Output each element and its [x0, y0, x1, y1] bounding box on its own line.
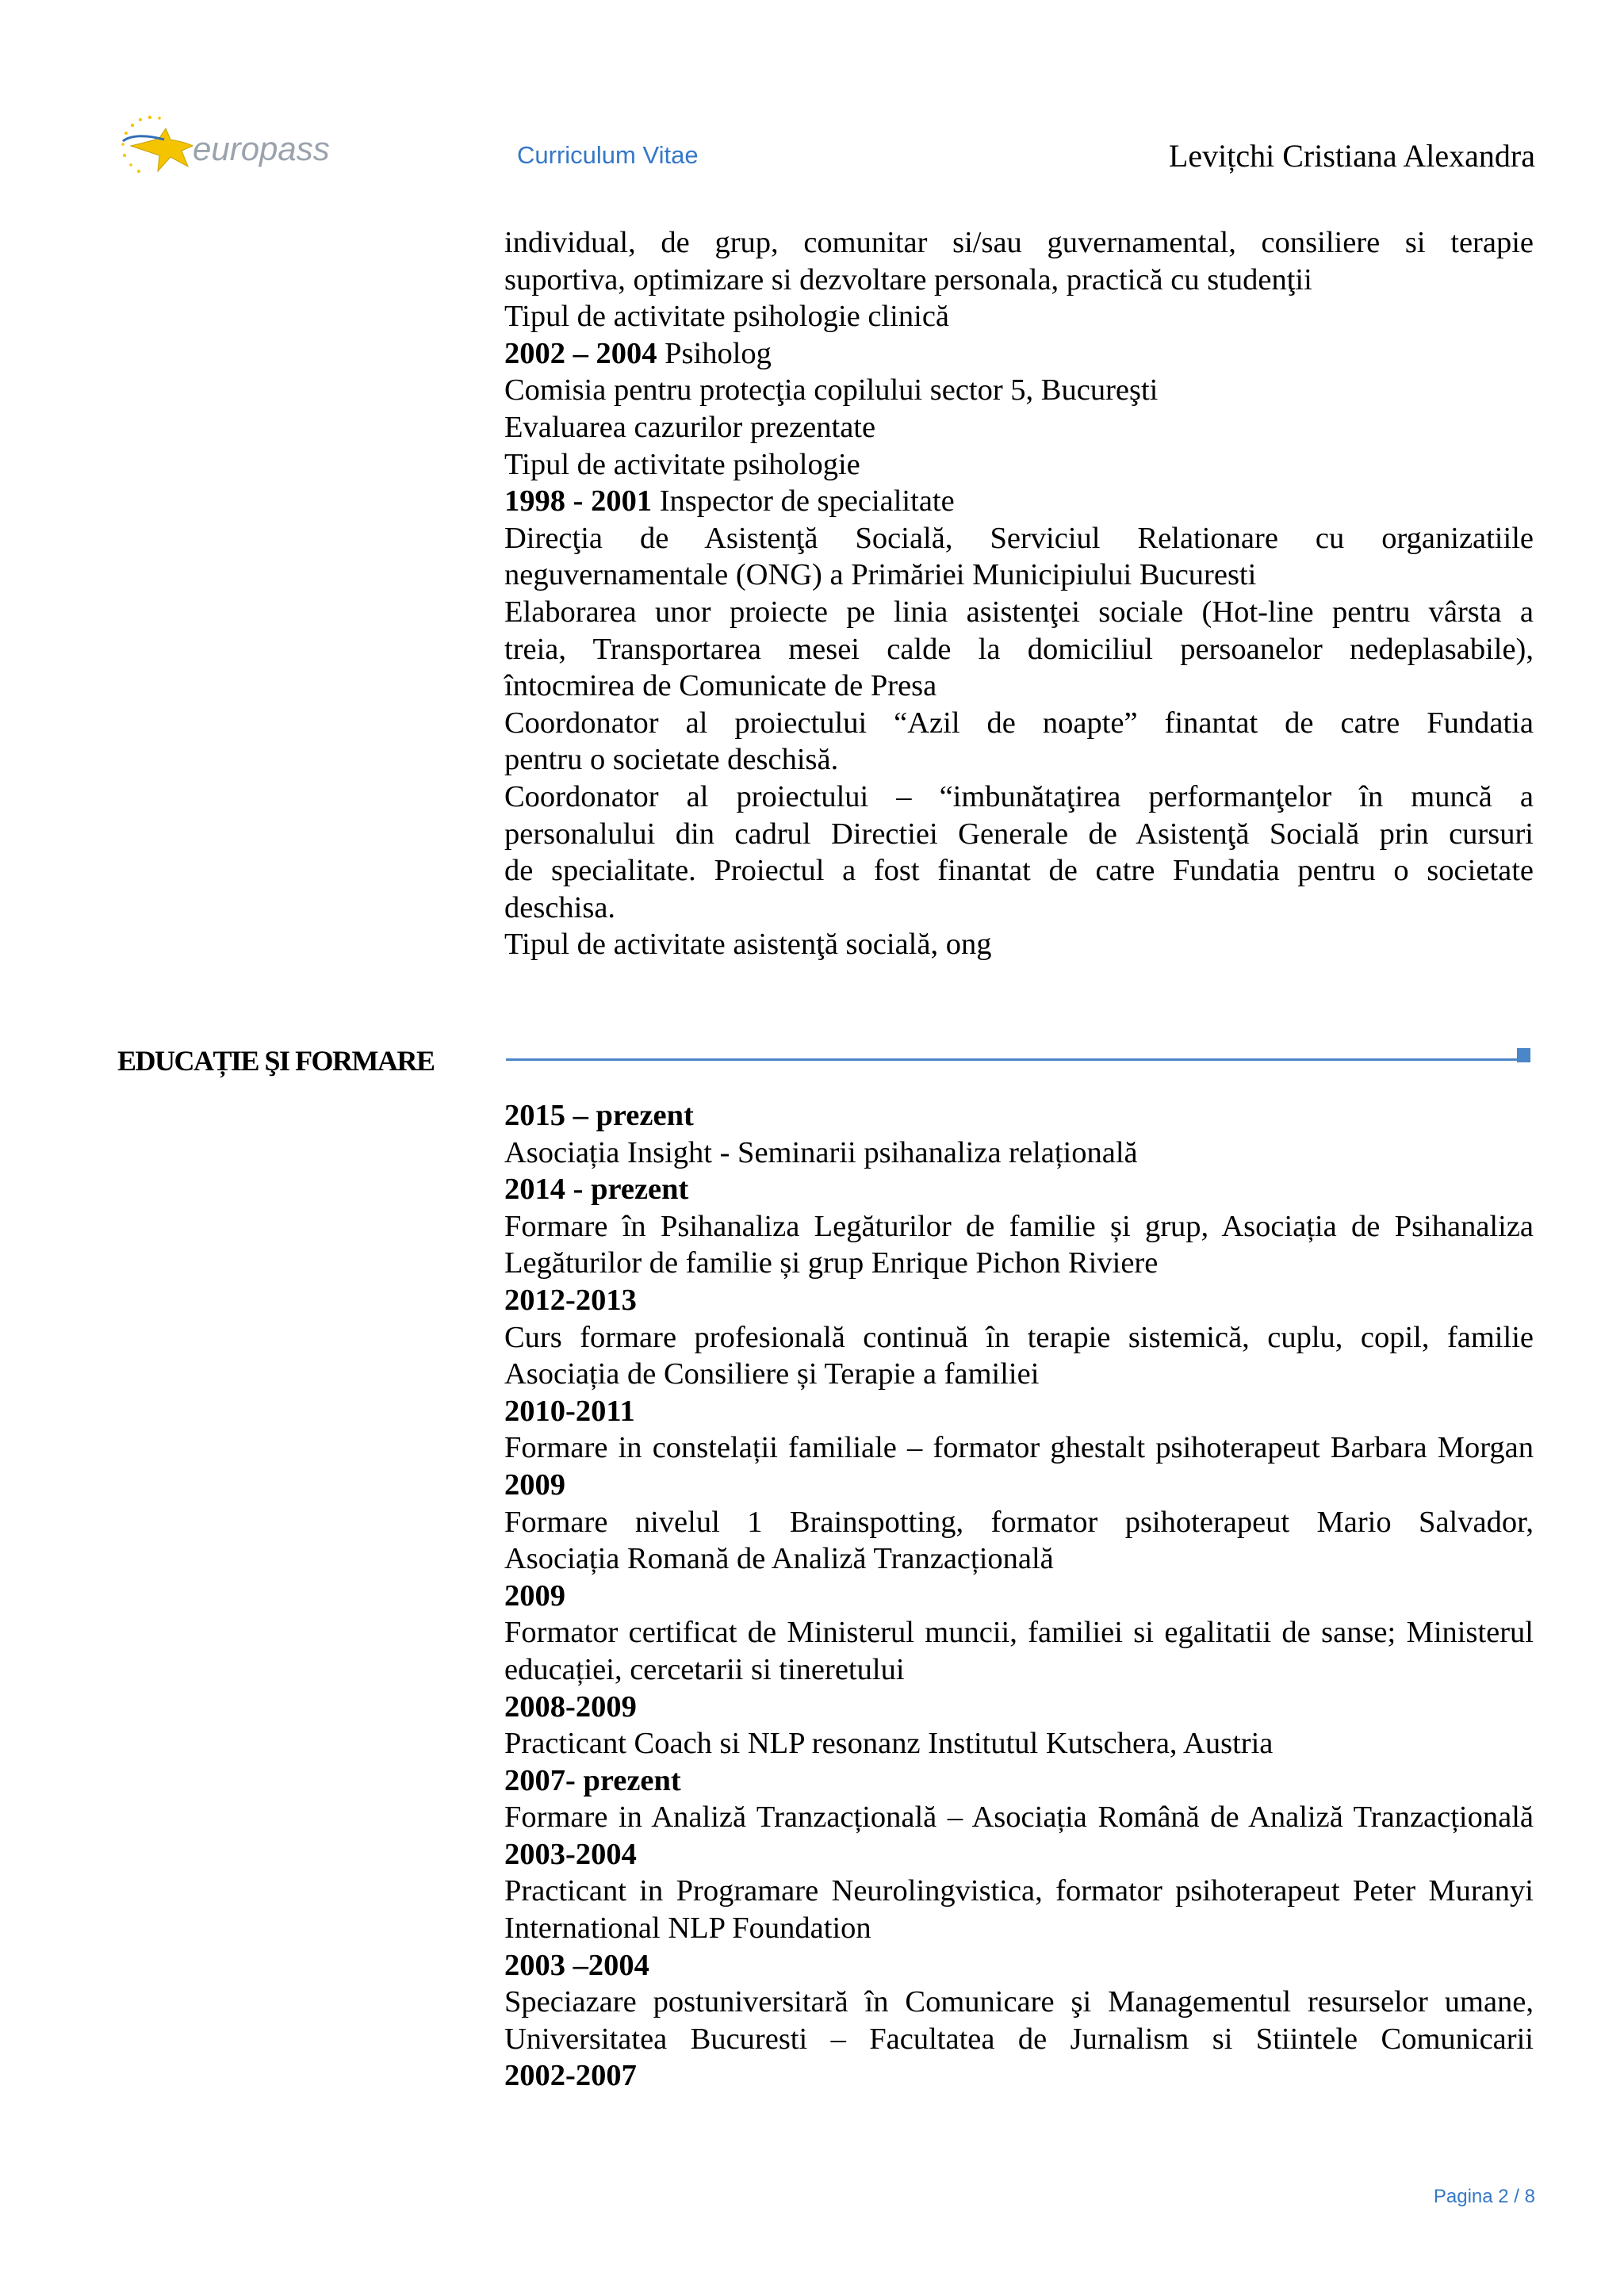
text-line [504, 1725, 1534, 1762]
text-line [504, 926, 1534, 963]
text-line [504, 446, 1534, 484]
text-line [504, 520, 1534, 557]
line-text: Psiholog [657, 336, 772, 370]
text-line [504, 1910, 1534, 1947]
date-range: 2002-2007 [504, 2059, 637, 2093]
line-text: Formare în Psihanaliza Legăturilor de familie și grup, Asociația de Psihanaliza [504, 1209, 1534, 1243]
date-range: 2014 - prezent [504, 1173, 689, 1207]
section-divider-marker [1517, 1048, 1530, 1062]
text-line [504, 779, 1534, 816]
text-line [504, 1799, 1534, 1836]
education-section [504, 1097, 1534, 2095]
line-text: neguvernamentale (ONG) a Primăriei Municipiului Bucuresti [504, 558, 1257, 592]
date-range [504, 1762, 1534, 1800]
text-line [504, 2021, 1534, 2058]
line-text: educației, cercetarii si tineretului [504, 1652, 905, 1686]
date-range [504, 1282, 1534, 1319]
date-range [504, 1467, 1534, 1504]
date-range [504, 1393, 1534, 1430]
page-number: Pagina 2 / 8 [1433, 2186, 1535, 2207]
line-text: suportiva, optimizare si dezvoltare personala, practică cu studenţii [504, 262, 1312, 297]
date-range [504, 1947, 1534, 1984]
line-text: individual, de grup, comunitar si/sau guvernamental, consiliere si terapie [504, 226, 1534, 259]
europass-logo [115, 111, 337, 190]
line-text: Formare in constelații familiale – formator ghestalt psihoterapeut Barbara Morgan [504, 1431, 1534, 1465]
svg-text:europass: europass [193, 130, 330, 167]
date-range: 2009 [504, 1468, 565, 1502]
europass-star-icon [115, 111, 337, 190]
line-text: personalului din cadrul Directiei Generale de Asistenţă Socială prin cursuri [504, 817, 1534, 851]
line-text: Elaborarea unor proiecte pe linia asistenţei sociale (Hot-line pentru vârsta a [504, 595, 1534, 629]
date-range [504, 2057, 1534, 2095]
date-range: 2002 – 2004 [504, 336, 657, 370]
text-line [504, 483, 1534, 520]
line-text: Tipul de activitate psihologie clinică [504, 300, 949, 334]
text-line [504, 741, 1534, 779]
text-line [504, 852, 1534, 890]
line-text: Curs formare profesională continuă în terapie sistemică, cuplu, copil, familie [504, 1320, 1534, 1354]
line-text: Asociația Insight - Seminarii psihanaliza relațională [504, 1135, 1138, 1169]
date-range [504, 1578, 1534, 1615]
line-text: Asociația Romană de Analiză Tranzacțională [504, 1542, 1054, 1576]
line-text: deschisa. [504, 890, 616, 924]
date-range: 2003 –2004 [504, 1948, 649, 1982]
line-text: Formare nivelul 1 Brainspotting, formator psihoterapeut Mario Salvador, [504, 1505, 1534, 1539]
text-line [504, 1356, 1534, 1393]
text-line [504, 1245, 1534, 1282]
line-text: Asociația de Consiliere și Terapie a familiei [504, 1357, 1040, 1391]
text-line [504, 335, 1534, 373]
line-text: Coordonator al proiectului “Azil de noapte” finantat de catre Fundatia [504, 706, 1534, 740]
date-range [504, 1689, 1534, 1726]
text-line [504, 1135, 1534, 1172]
text-line [504, 890, 1534, 927]
text-line [504, 1614, 1534, 1651]
line-text: Evaluarea cazurilor prezentate [504, 410, 876, 444]
text-line [504, 298, 1534, 335]
line-text: treia, Transportarea mesei calde la domiciliul persoanelor nedeplasabile), [504, 632, 1534, 666]
date-range: 2003-2004 [504, 1837, 637, 1871]
page-header [0, 0, 1624, 214]
text-line [504, 631, 1534, 668]
text-line [504, 409, 1534, 446]
date-range: 2009 [504, 1578, 565, 1613]
date-range: 1998 - 2001 [504, 484, 653, 519]
line-text: Formator certificat de Ministerul muncii, familiei si egalitatii de sanse; Ministerul [504, 1616, 1534, 1650]
text-line [504, 1504, 1534, 1541]
date-range: 2010-2011 [504, 1394, 635, 1428]
date-range [504, 1171, 1534, 1208]
line-text: Practicant Coach si NLP resonanz Institutul Kutschera, Austria [504, 1727, 1274, 1761]
work-experience-continued [504, 224, 1534, 963]
date-range: 2015 – prezent [504, 1099, 694, 1132]
line-text: Comisia pentru protecţia copilului sector 5, Bucureşti [504, 373, 1159, 408]
text-line [504, 1208, 1534, 1246]
date-range: 2008-2009 [504, 1689, 637, 1724]
line-text: Legăturilor de familie și grup Enrique Pichon Riviere [504, 1246, 1159, 1280]
line-text: Speciazare postuniversitară în Comunicare şi Managementul resurselor umane, [504, 1985, 1534, 2019]
applicant-name: Levițchi Cristiana Alexandra [1168, 138, 1535, 174]
text-line [504, 705, 1534, 742]
text-line [504, 1984, 1534, 2021]
text-line [504, 1429, 1534, 1467]
date-range [504, 1097, 1534, 1135]
section-title-education: EDUCAȚIE ŞI FORMARE [117, 1045, 435, 1077]
text-line [504, 557, 1534, 594]
cv-label: Curriculum Vitae [517, 141, 699, 169]
text-line [504, 594, 1534, 631]
text-line [504, 1651, 1534, 1689]
date-range: 2012-2013 [504, 1283, 637, 1317]
date-range: 2007- prezent [504, 1763, 681, 1797]
text-line [504, 1873, 1534, 1910]
line-text: Inspector de specialitate [652, 484, 955, 519]
text-line [504, 1540, 1534, 1578]
line-text: Direcţia de Asistenţă Socială, Serviciul Relationare cu organizatiile [504, 521, 1534, 555]
line-text: pentru o societate deschisă. [504, 743, 839, 777]
line-text: Coordonator al proiectului – “imbunătaţirea performanţelor în muncă a [504, 779, 1534, 813]
line-text: International NLP Foundation [504, 1911, 871, 1946]
text-line [504, 816, 1534, 853]
text-line [504, 224, 1534, 262]
line-text: întocmirea de Comunicate de Presa [504, 669, 937, 703]
line-text: Universitatea Bucuresti – Facultatea de Jurnalism si Stiintele Comunicarii [504, 2022, 1534, 2056]
line-text: Practicant in Programare Neurolingvistica, formator psihoterapeut Peter Muranyi [504, 1874, 1534, 1908]
text-line [504, 1319, 1534, 1357]
line-text: de specialitate. Proiectul a fost finantat de catre Fundatia pentru o societate [504, 854, 1534, 888]
text-line [504, 668, 1534, 705]
date-range [504, 1836, 1534, 1873]
line-text: Tipul de activitate asistenţă socială, ong [504, 928, 992, 962]
text-line [504, 372, 1534, 409]
section-divider [506, 1058, 1523, 1061]
line-text: Formare in Analiză Tranzacțională – Asociația Română de Analiză Tranzacțională [504, 1800, 1534, 1835]
line-text: Tipul de activitate psihologie [504, 447, 860, 481]
text-line [504, 262, 1534, 299]
